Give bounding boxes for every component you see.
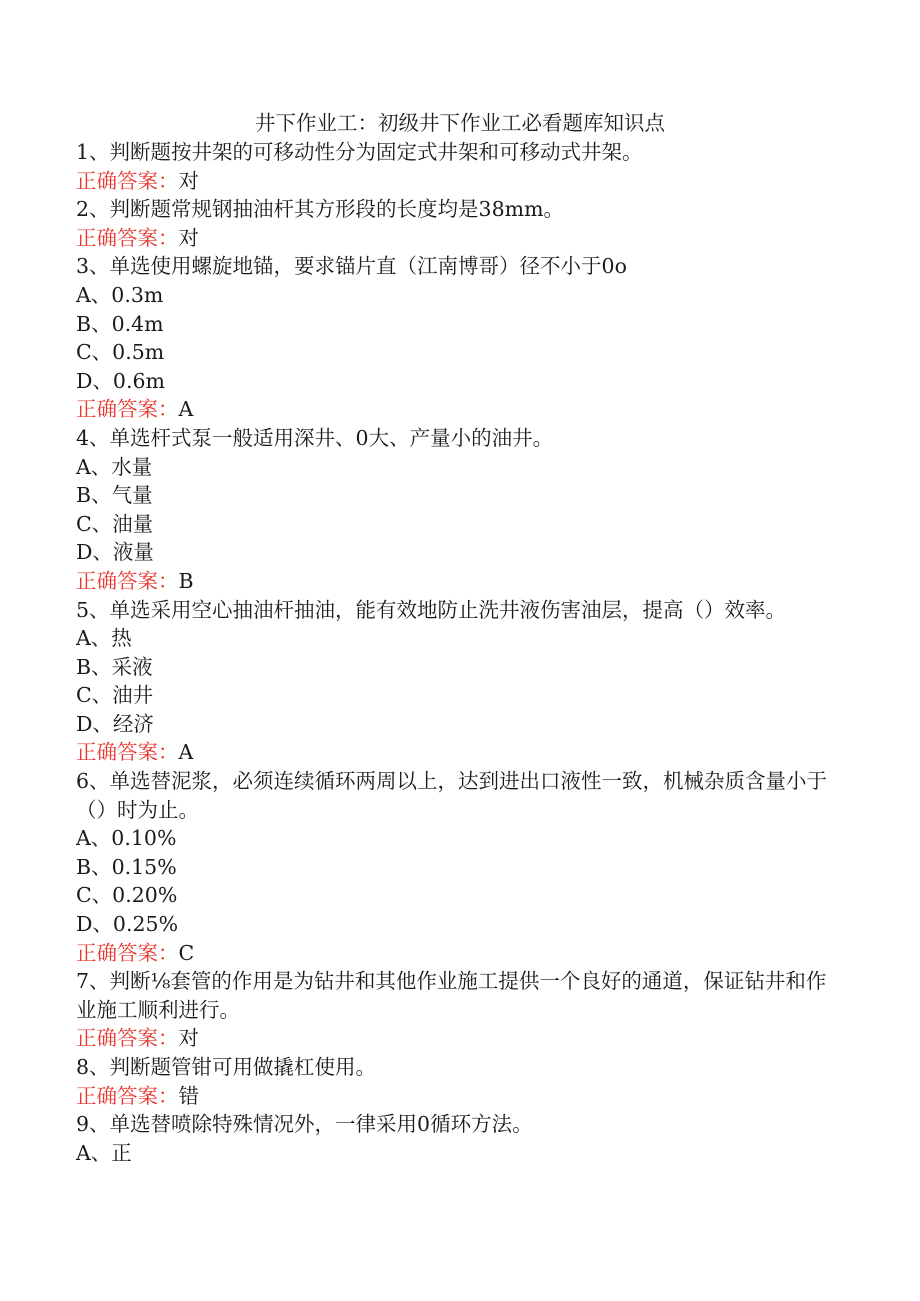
- option-item: C、0.5m: [76, 340, 165, 365]
- option-item: D、液量: [76, 540, 154, 565]
- option-item: D、0.25%: [76, 912, 179, 937]
- option-item: A、热: [76, 626, 132, 651]
- page-title: 井下作业工：初级井下作业工必看题库知识点: [255, 111, 665, 135]
- answer-label: 正确答案：: [76, 1083, 179, 1108]
- answer-line: [76, 1082, 836, 1111]
- answer-label: 正确答案：: [76, 1026, 179, 1051]
- option-item: A、0.10%: [76, 826, 177, 851]
- question-list: [76, 138, 836, 1167]
- answer-label: 正确答案：: [76, 740, 179, 765]
- answer-label: 正确答案：: [76, 940, 179, 965]
- option-item: C、油井: [76, 683, 154, 708]
- question-text: 7、判断⅛套管的作用是为钻井和其他作业施工提供一个良好的通道，保证钻井和作业施工顺利进行。: [76, 969, 827, 1022]
- answer-label: 正确答案：: [76, 168, 179, 193]
- option-item: B、气量: [76, 483, 153, 508]
- question-text: 4、单选杆式泵一般适用深井、0大、产量小的油井。: [76, 425, 554, 450]
- option-item: B、0.15%: [76, 854, 177, 879]
- question-text: 6、单选替泥浆，必须连续循环两周以上，达到进出口液性一致，机械杂质含量小于（）时为止。: [76, 769, 828, 822]
- option-item: C、0.20%: [76, 883, 178, 908]
- option-item: A、正: [76, 1140, 132, 1165]
- answer-label: 正确答案：: [76, 225, 179, 250]
- option-item: B、采液: [76, 654, 153, 679]
- option-item: A、0.3m: [76, 282, 164, 307]
- answer-label: 正确答案：: [76, 568, 179, 593]
- option-item: A、水量: [76, 454, 153, 479]
- answer-value: 对: [178, 225, 199, 250]
- answer-line: [76, 395, 836, 424]
- answer-line: [76, 939, 836, 968]
- question-text: 1、判断题按井架的可移动性分为固定式井架和可移动式井架。: [76, 140, 643, 164]
- answer-line: [76, 1024, 836, 1053]
- answer-line: [76, 567, 836, 596]
- answer-value: C: [178, 940, 195, 965]
- question-text: 5、单选采用空心抽油杆抽油，能有效地防止洗井液伤害油层，提高（）效率。: [76, 597, 787, 622]
- question-text: 8、判断题管钳可用做撬杠使用。: [76, 1055, 377, 1079]
- answer-line: [76, 167, 836, 196]
- answer-value: B: [178, 568, 194, 593]
- answer-line: [76, 224, 836, 253]
- answer-label: 正确答案：: [76, 397, 179, 422]
- answer-value: 对: [178, 168, 199, 193]
- answer-value: 错: [178, 1083, 199, 1108]
- option-item: C、油量: [76, 511, 154, 536]
- answer-value: A: [178, 397, 194, 422]
- answer-value: A: [178, 740, 194, 765]
- option-item: D、0.6m: [76, 368, 165, 393]
- question-text: 2、判断题常规钢抽油杆其方形段的长度均是38mm。: [76, 197, 565, 222]
- option-item: D、经济: [76, 711, 154, 736]
- option-item: B、0.4m: [76, 311, 164, 336]
- answer-value: 对: [178, 1026, 199, 1051]
- answer-line: [76, 738, 836, 767]
- question-text: 3、单选使用螺旋地锚，要求锚片直（江南博哥）径不小于0o: [76, 254, 627, 279]
- question-text: 9、单选替喷除特殊情况外，一律采用0循环方法。: [76, 1112, 533, 1137]
